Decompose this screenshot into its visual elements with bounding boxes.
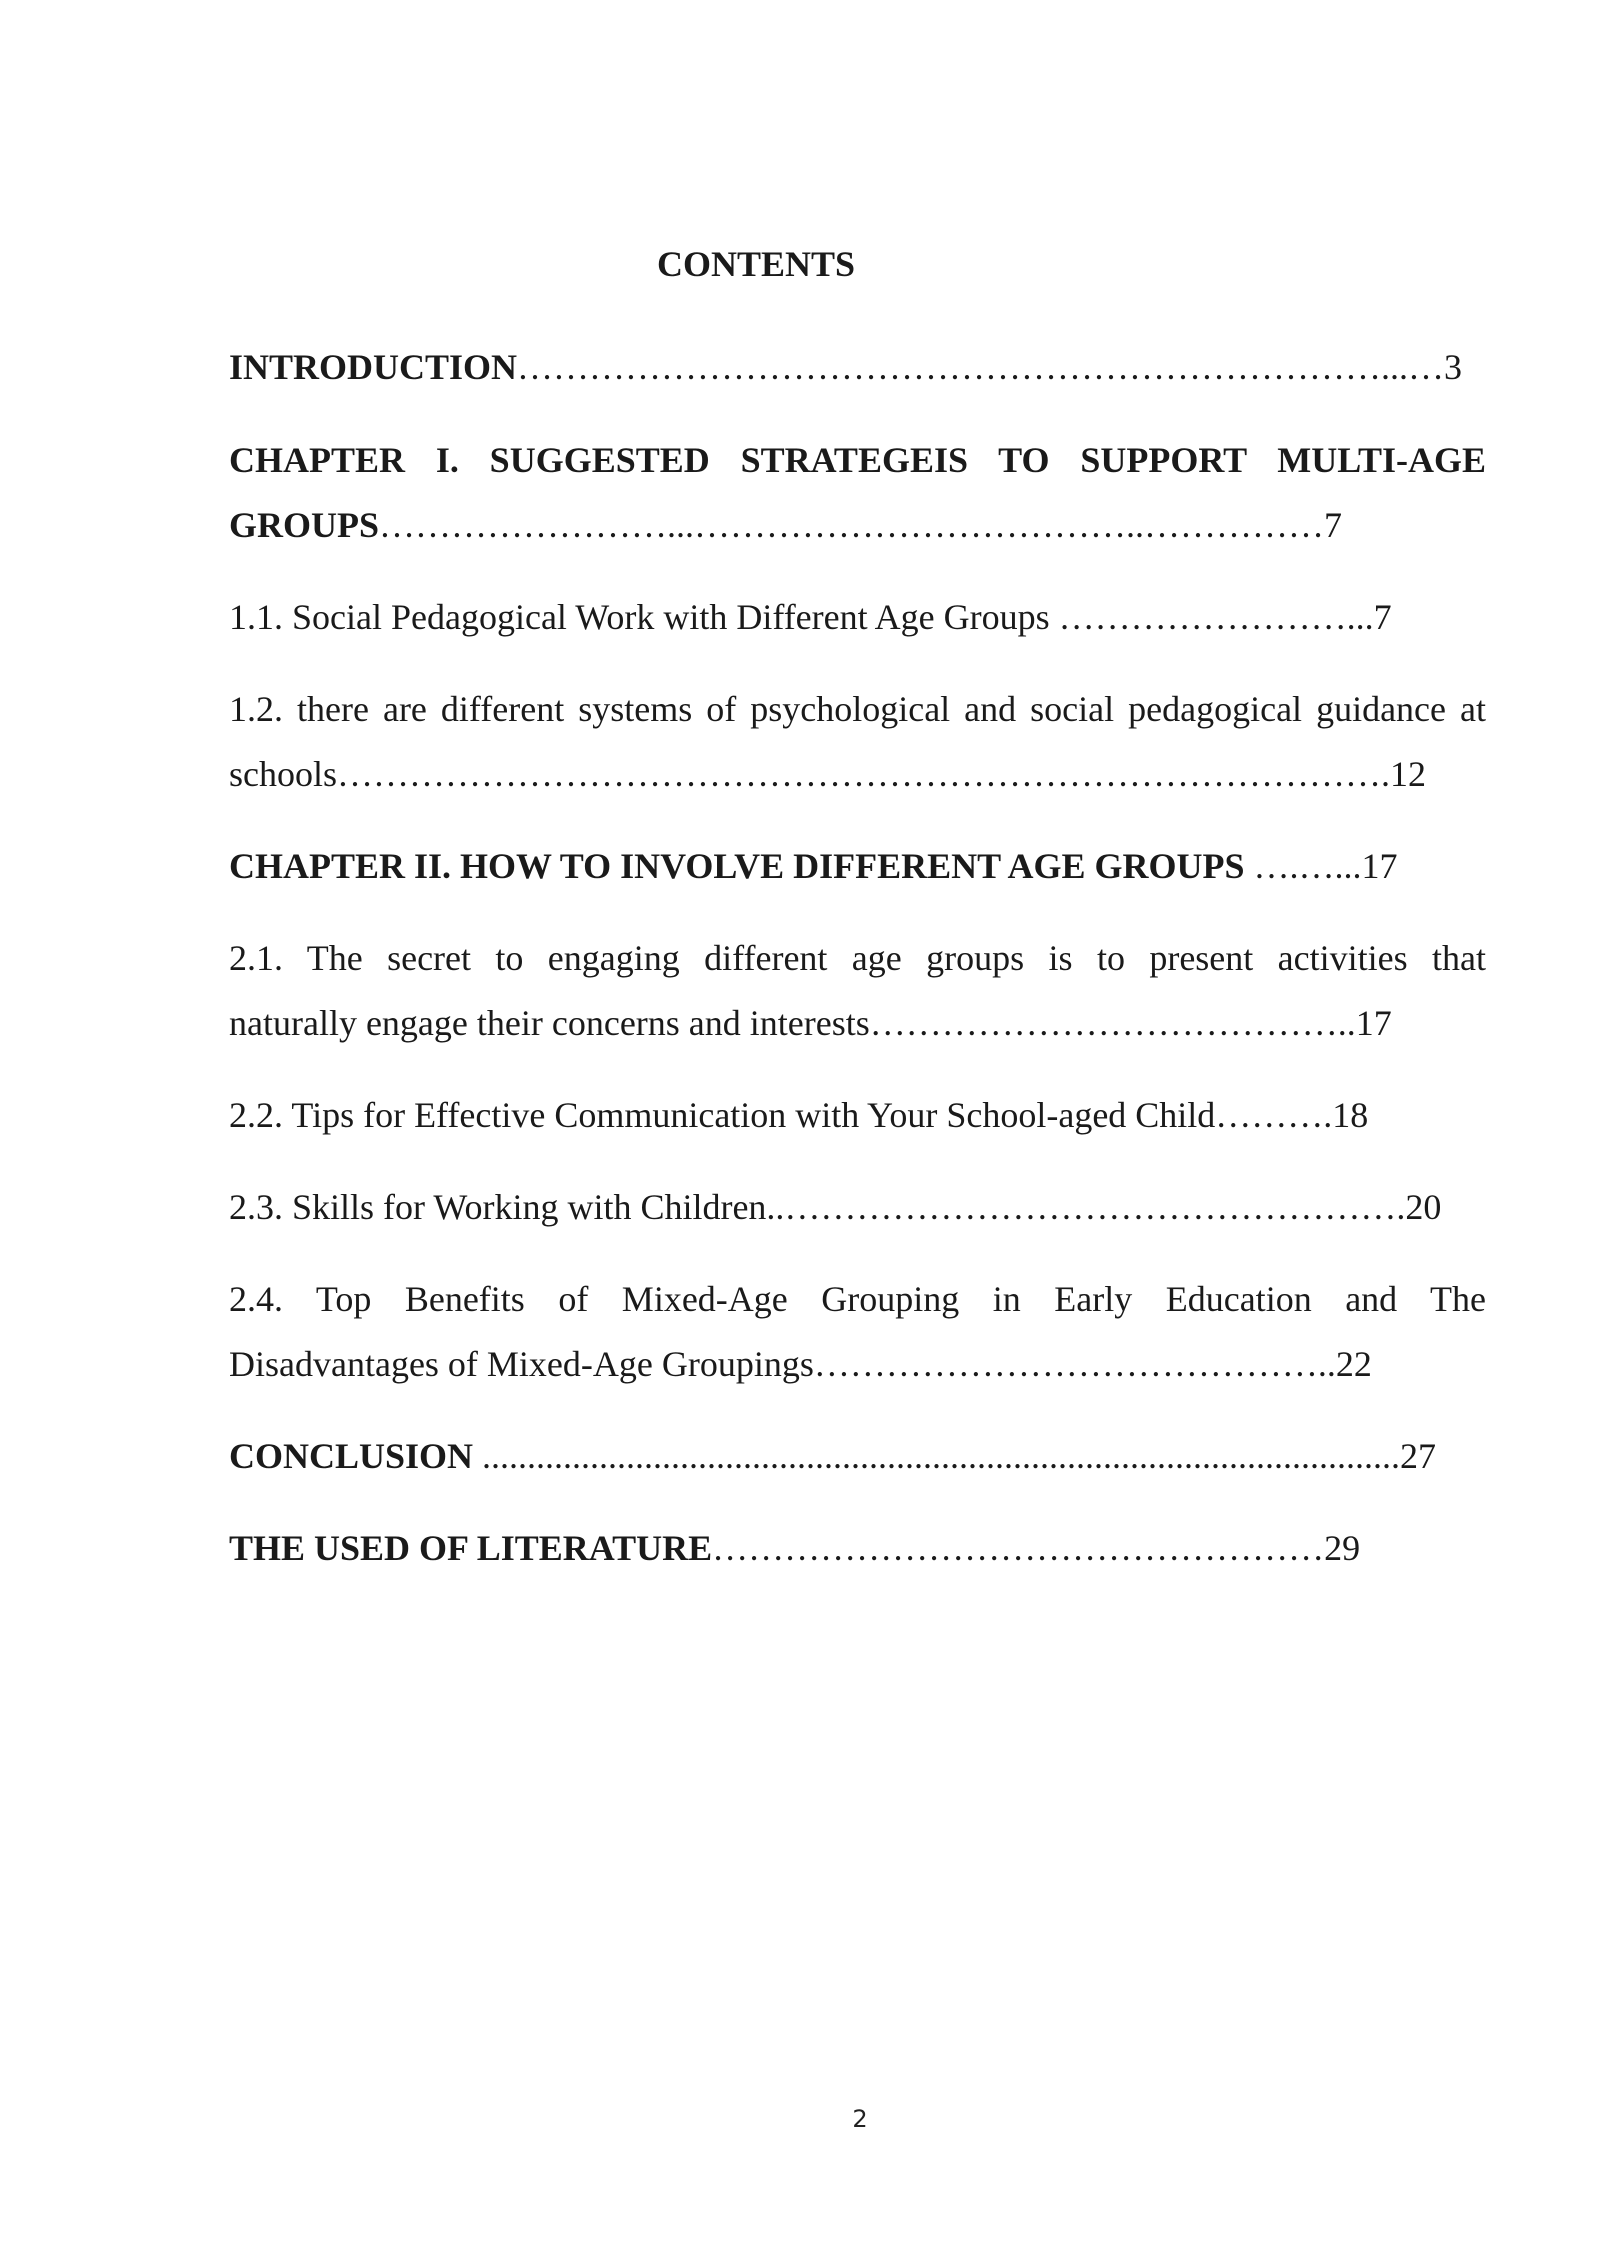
toc-text: 2.4. Top Benefits of Mixed-Age Grouping in Early Education and The	[229, 1279, 1486, 1319]
toc-heading: CHAPTER I. SUGGESTED STRATEGEIS TO SUPPORT MULTI-AGE	[229, 440, 1486, 480]
toc-text: 2.2. Tips for Effective Communication with Your School-aged Child……….18	[229, 1095, 1369, 1135]
toc-line	[229, 585, 1486, 650]
toc-heading: THE USED OF LITERATURE	[229, 1528, 713, 1568]
toc-text: 1.2. there are different systems of psychological and social pedagogical guidance at	[229, 689, 1486, 729]
toc-line	[229, 428, 1486, 493]
toc-text: 2.1. The secret to engaging different age groups is to present activities that	[229, 938, 1486, 978]
page-number: 2	[852, 2105, 868, 2133]
toc-line	[229, 493, 1486, 558]
toc-entry-introduction	[229, 335, 1486, 400]
toc-entry-2-2	[229, 1083, 1486, 1148]
toc-line	[229, 926, 1486, 991]
toc-entry-chapter-1	[229, 428, 1486, 558]
toc-line	[229, 1083, 1486, 1148]
toc-text: schools…………………………………………………………………………….12	[229, 754, 1426, 794]
toc-leader-page: ……………………...………………………………..……………7	[379, 505, 1343, 545]
toc-line	[229, 991, 1486, 1056]
toc-leader-page: ……………………………………………29	[712, 1528, 1361, 1568]
toc-heading: GROUPS	[229, 505, 380, 545]
toc-entry-1-1	[229, 585, 1486, 650]
toc-line	[229, 834, 1486, 899]
toc-entry-2-4	[229, 1267, 1486, 1397]
toc-heading: INTRODUCTION	[229, 347, 518, 387]
toc-heading: CONCLUSION	[229, 1436, 474, 1476]
contents-title: CONTENTS	[656, 244, 856, 284]
toc-line	[229, 1424, 1486, 1489]
toc-line	[229, 1332, 1486, 1397]
toc-entry-2-3	[229, 1175, 1486, 1240]
toc-entry-chapter-2	[229, 834, 1486, 899]
toc-leader-page: ......................................................................................................27	[473, 1436, 1437, 1476]
toc-entry-1-2	[229, 677, 1486, 807]
toc-entry-conclusion	[229, 1424, 1486, 1489]
toc-heading: CHAPTER II. HOW TO INVOLVE DIFFERENT AGE GROUPS	[229, 846, 1245, 886]
toc-line	[229, 677, 1486, 742]
toc-line	[229, 742, 1486, 807]
toc-text: naturally engage their concerns and interests…………………………………..17	[229, 1003, 1392, 1043]
toc-entry-2-1	[229, 926, 1486, 1056]
toc-entry-literature	[229, 1516, 1486, 1581]
toc-line	[229, 1175, 1486, 1240]
toc-line	[229, 1516, 1486, 1581]
toc-line	[229, 335, 1486, 400]
toc-text: 1.1. Social Pedagogical Work with Different Age Groups ……………………...7	[229, 597, 1392, 637]
toc-leader-page: ….…...17	[1244, 846, 1398, 886]
toc-line	[229, 1267, 1486, 1332]
toc-text: Disadvantages of Mixed-Age Groupings……………………………………..22	[229, 1344, 1372, 1384]
toc-leader-page: ………………………………………………………………...…3	[517, 347, 1463, 387]
toc-text: 2.3. Skills for Working with Children..…………………………………………….20	[229, 1187, 1442, 1227]
